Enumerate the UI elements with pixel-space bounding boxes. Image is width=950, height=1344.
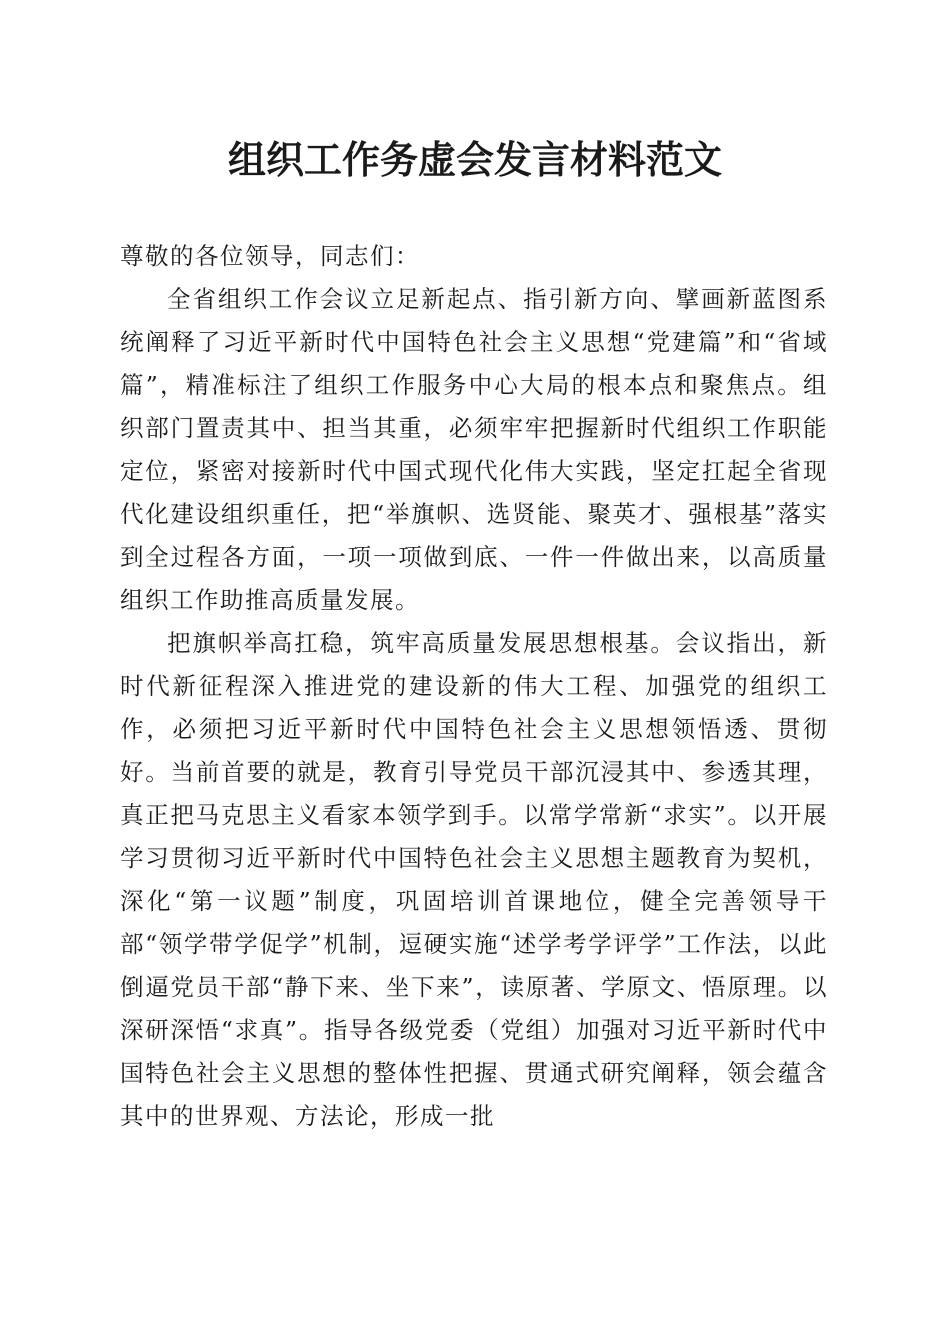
greeting-line: 尊敬的各位领导，同志们： bbox=[120, 242, 420, 270]
document-body bbox=[120, 235, 828, 1138]
body-paragraph: 全省组织工作会议立足新起点、指引新方向、擘画新蓝图系统阐释了习近平新时代中国特色社会主义思想“党建篇”和“省域篇”，精准标注了组织工作服务中心大局的根本点和聚焦点。组织部门置责其中、担当其重，必须牢牢把握新时代组织工作职能定位，紧密对接新时代中国式现代化伟大实践，坚定扛起全省现代化建设组织重任，把“举旗帜、选贤能、聚英才、强根基”落实到全过程各方面，一项一项做到底、一件一件做出来，以高质量组织工作助推高质量发展。 bbox=[120, 285, 828, 614]
document-title: 组织工作务虚会发言材料范文 bbox=[227, 137, 722, 182]
body-paragraph: 把旗帜举高扛稳，筑牢高质量发展思想根基。会议指出，新时代新征程深入推进党的建设新的伟大工程、加强党的组织工作，必须把习近平新时代中国特色社会主义思想领悟透、贯彻好。当前首要的就是，教育引导党员干部沉浸其中、参透其理，真正把马克思主义看家本领学到手。以常学常新“求实”。以开展学习贯彻习近平新时代中国特色社会主义思想主题教育为契机，深化“第一议题”制度，巩固培训首课地位，健全完善领导干部“领学带学促学”机制，逗硬实施“述学考学评学”工作法，以此倒逼党员干部“静下来、坐下来”，读原著、学原文、悟原理。以深研深悟“求真”。指导各级党委（党组）加强对习近平新时代中国特色社会主义思想的整体性把握、贯通式研究阐释，领会蕴含其中的世界观、方法论，形成一批 bbox=[120, 629, 828, 1130]
